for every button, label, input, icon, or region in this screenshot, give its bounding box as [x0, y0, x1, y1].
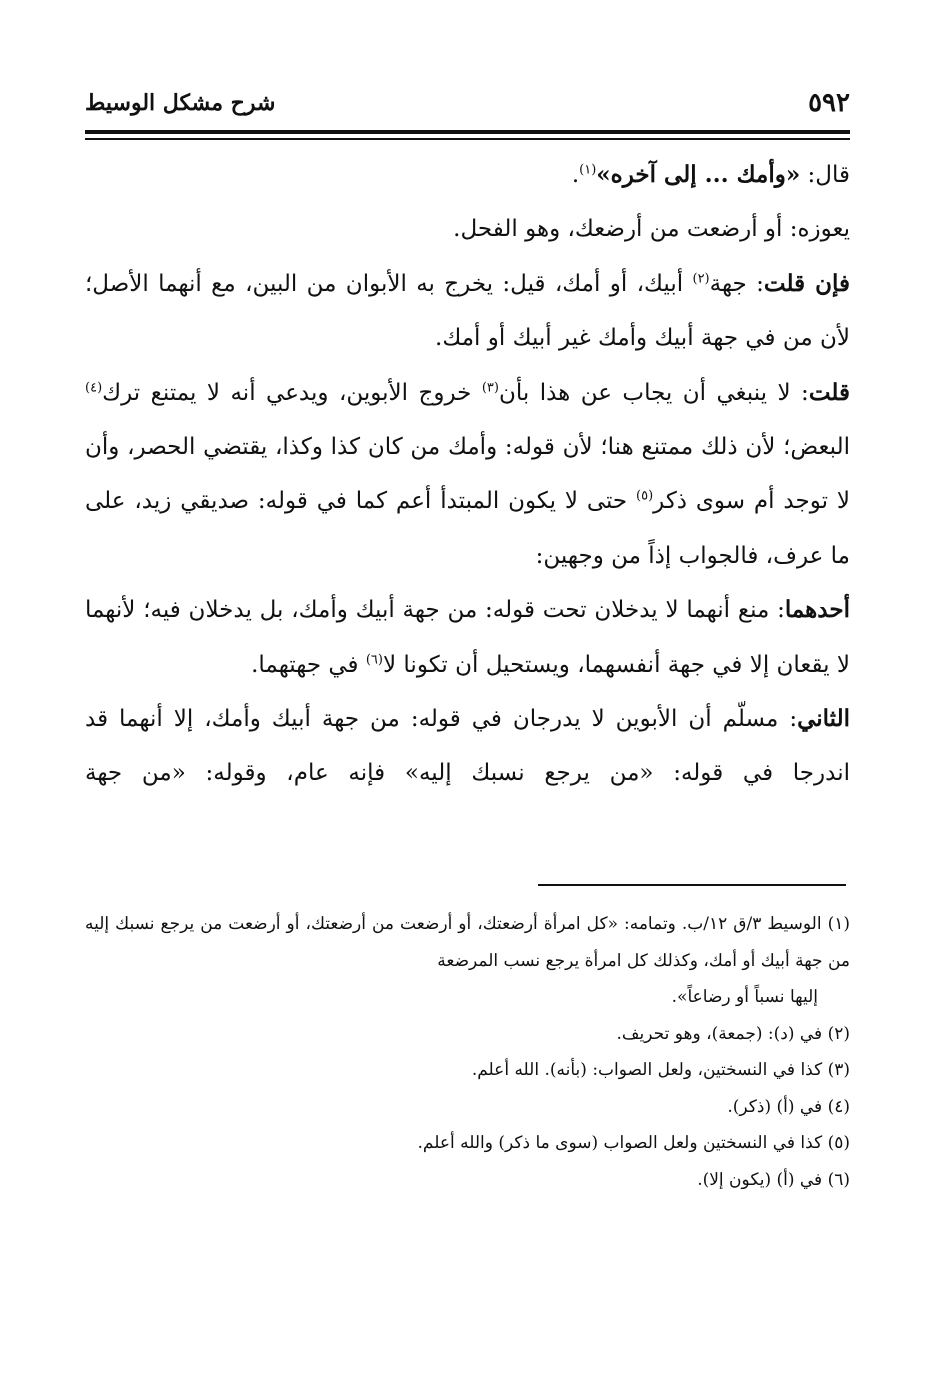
text-run: قال:	[800, 162, 850, 188]
text-run: : منع أنهما لا يدخلان تحت قوله: من جهة أبيك وأمك، بل يدخلان فيه؛ لأنهما لا يقعان إلا في جهة أنفسهما، ويستحيل أن تكونا لا	[85, 597, 850, 678]
footnote-ref: (٦)	[365, 652, 383, 667]
text-run: .	[571, 162, 580, 188]
footnote-ref: (٤)	[85, 379, 103, 395]
footnote-5: (٥) كذا في النسختين ولعل الصواب (سوى ما ذكر) والله أعلم.	[417, 1133, 850, 1153]
paragraph-5	[85, 583, 850, 692]
footnotes	[85, 906, 850, 1198]
text-run: أبيك، أو أمك، قيل: يخرج به الأبوان من البين، مع أنهما الأصل؛ لأن من في جهة أبيك وأمك غير أبيك أو أمك.	[85, 270, 850, 352]
keyword: الثاني	[797, 705, 850, 733]
paragraph-1	[85, 148, 850, 202]
page-number: ٥٩٢	[808, 88, 850, 118]
footnote-1-continued: إليها نسباً أو رضاعاً».	[671, 987, 818, 1007]
paragraph-6	[85, 692, 850, 801]
running-title: شرح مشكل الوسيط	[85, 90, 276, 116]
paragraph-2: يعوزه: أو أرضعت من أرضعك، وهو الفحل.	[453, 216, 850, 243]
paragraph-4	[85, 366, 850, 584]
text-run: : لا ينبغي أن يجاب عن هذا بأن	[498, 379, 809, 406]
footnote-3: (٣) كذا في النسختين، ولعل الصواب: (بأنه). الله أعلم.	[471, 1060, 850, 1080]
keyword: قلت	[808, 378, 851, 406]
footnote-ref: (١)	[579, 162, 597, 178]
text-run: في جهتهما.	[251, 651, 366, 678]
text-run: : مسلّم أن الأبوين لا يدرجان في قوله: من جهة أبيك وأمك، إلا أنهما قد اندرجا في قوله: «من يرجع نسبك إليه» فإنه عام، وقوله: «من جهة	[85, 706, 850, 787]
footnote-1: (١) الوسيط ٣/ق ١٢/ب. وتمامه: «كل امرأة أرضعتك، أو أرضعت من أرضعتك، أو أرضعت من يرجع نسبك إليه من جهة أبيك أو أمك، وكذلك كل امرأة يرجع نسب المرضعة	[85, 914, 850, 971]
footnote-ref: (٥)	[636, 488, 654, 504]
main-text	[85, 148, 850, 801]
header-rule-thin	[85, 138, 850, 140]
keyword: فإن قلت	[763, 269, 851, 297]
text-run: خروج الأبوين، ويدعي أنه لا يمتنع ترك	[102, 379, 482, 406]
keyword: أحدهما	[784, 596, 850, 624]
paragraph-3	[85, 257, 850, 366]
text-run: : جهة	[709, 270, 764, 297]
footnote-2: (٢) في (د): (جمعة)، وهو تحريف.	[616, 1023, 850, 1044]
text-run: البعض؛ لأن ذلك ممتنع هنا؛ لأن قوله: وأمك من كان كذا وكذا، يقتضي الحصر، وأن لا توجد أم سوى ذكر	[85, 434, 850, 515]
quoted-phrase: «وأمك ... إلى آخره»	[596, 161, 801, 188]
footnote-ref: (٢)	[692, 271, 710, 287]
footnote-4: (٤) في (أ) (ذكر).	[727, 1096, 850, 1117]
footnote-6: (٦) في (أ) (يكون إلا).	[697, 1169, 850, 1190]
header-rule-thick	[85, 130, 850, 134]
page-header	[85, 88, 850, 122]
footnote-separator	[538, 884, 846, 886]
text-run: حتى لا يكون المبتدأ أعم كما في قوله: صديقي زيد، على ما عرف، فالجواب إذاً من وجهين:	[85, 488, 850, 569]
footnote-ref: (٣)	[481, 379, 499, 395]
